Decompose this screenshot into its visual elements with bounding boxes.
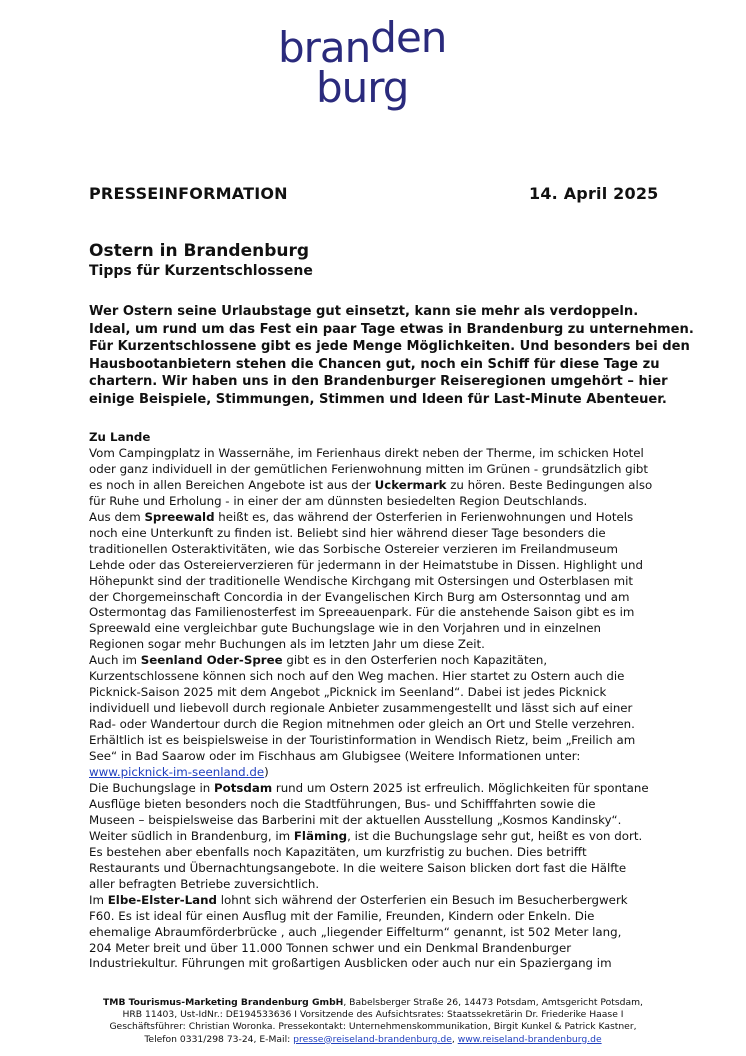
body-line: Ostermontag das Familienosterfest im Spreeauenpark. Für die anstehende Saison gibt es im (89, 605, 635, 620)
body-line: Kurzentschlossene können sich noch auf den Weg machen. Hier startet zu Ostern auch die (89, 669, 625, 684)
body-line: See“ in Bad Saarow oder im Fischhaus am Glubigsee (Weitere Informationen unter: (89, 749, 581, 764)
lead-line: einige Beispiele, Stimmungen, Stimmen und Ideen für Last-Minute Abenteuer. (89, 391, 667, 407)
page-footer (60, 997, 686, 1046)
body-line: Restaurants und Übernachtungsangebote. In die weitere Saison blicken dort fast die Hälfte (89, 860, 627, 875)
body-line: 204 Meter breit und über 11.000 Tonnen schwer und ein Denkmal Brandenburger (89, 940, 572, 955)
lead-line: chartern. Wir haben uns in den Brandenburger Reiseregionen umgehört – hier (89, 374, 668, 390)
page-subtitle: Tipps für Kurzentschlossene (89, 263, 313, 279)
body-line: Industriekultur. Führungen mit großartigen Ausblicken oder auch nur ein Spaziergang im (89, 956, 612, 971)
body-line: ehemalige Abraumförderbrücke , auch „liegender Eiffelturm“ genannt, ist 502 Meter lang, (89, 924, 622, 939)
body-line: Erhältlich ist es beispielsweise in der Touristinformation in Wendisch Rietz, beim „Freilich am (89, 733, 636, 748)
body-line: Rad- oder Wandertour durch die Region mitnehmen oder gleich an Ort und Stelle verzehren. (89, 717, 635, 732)
logo-line-1: branden (278, 13, 447, 72)
body-line: noch eine Unterkunft zu finden ist. Beliebt sind hier während dieser Tage besonders die (89, 525, 606, 540)
body-line: www.picknick-im-seenland.de) (89, 765, 269, 780)
body-line: Auch im Seenland Oder-Spree gibt es in den Osterferien noch Kapazitäten, (89, 653, 548, 668)
body-line: Die Buchungslage in Potsdam rund um Ostern 2025 ist erfreulich. Möglichkeiten für spontane (89, 780, 649, 795)
body-line: Es bestehen aber ebenfalls noch Kapazitäten, um kurzfristig zu buchen. Dies betrifft (89, 844, 587, 859)
footer-line: Telefon 0331/298 73-24, E-Mail: presse@reiseland-brandenburg.de, www.reiseland-brandenburg.de (144, 1033, 602, 1045)
body-line: Spreewald eine vergleichbar gute Buchungslage wie in den Vorjahren und in einzelnen (89, 621, 602, 636)
body-line: Museen – beispielsweise das Barberini mit der aktuellen Ausstellung „Kosmos Kandinsky“. (89, 812, 622, 827)
logo-line-2: burg (316, 63, 409, 112)
footer-line: Geschäftsführer: Christian Woronka. Pressekontakt: Unternehmenskommunikation, Birgit Kunkel & Patrick Kastner, (109, 1021, 637, 1033)
picknick-link[interactable]: www.picknick-im-seenland.de (89, 765, 265, 780)
body-line: für Ruhe und Erholung - in einer der am dünnsten besiedelten Region Deutschlands. (89, 493, 588, 508)
lead-line: Wer Ostern seine Urlaubstage gut einsetzt, kann sie mehr als verdoppeln. (89, 304, 639, 319)
document-type-label: PRESSEINFORMATION (89, 184, 288, 203)
body-line: Aus dem Spreewald heißt es, das während der Osterferien in Ferienwohnungen und Hotels (89, 509, 634, 524)
website-link[interactable]: www.reiseland-brandenburg.de (457, 1033, 602, 1045)
body-line: Ausflüge bieten besonders noch die Stadtführungen, Bus- und Schifffahrten sowie die (89, 796, 596, 811)
body-line: es noch in allen Bereichen Angebote ist aus der Uckermark zu hören. Beste Bedingungen also (89, 477, 653, 492)
press-email-link[interactable]: presse@reiseland-brandenburg.de (293, 1033, 452, 1045)
lead-paragraph (89, 303, 694, 409)
body-line: Höhepunkt sind der traditionelle Wendische Kirchgang mit Ostersingen und Osterblasen mit (89, 573, 633, 588)
footer-line: HRB 11403, Ust-IdNr.: DE194533636 I Vorsitzende des Aufsichtsrates: Staatssekretärin Dr. Friederike Haase I (122, 1009, 624, 1021)
page-title: Ostern in Brandenburg (89, 241, 310, 261)
body-line: traditionellen Osteraktivitäten, wie das Sorbische Ostereier verzieren im Freilandmuseum (89, 541, 619, 556)
body-line: F60. Es ist ideal für einen Ausflug mit der Familie, Freunden, Kindern oder Enkeln. Die (89, 908, 595, 923)
body-line: der Chorgemeinschaft Concordia in der Evangelischen Kirch Burg am Ostersonntag und am (89, 589, 630, 604)
body-line: oder ganz individuell in der gemütlichen Ferienwohnung mitten im Grünen - grundsätzlich gibt (89, 461, 649, 476)
body-line: Vom Campingplatz in Wassernähe, im Ferienhaus direkt neben der Therme, im schicken Hotel (89, 445, 644, 460)
footer-line: TMB Tourismus-Marketing Brandenburg GmbH, Babelsberger Straße 26, 14473 Potsdam, Amtsgericht Potsdam, (103, 997, 643, 1008)
body-line: Lehde oder das Ostereierverzieren für jedermann in der Heimatstube in Dissen. Highlight und (89, 557, 643, 572)
body-line: Regionen sogar mehr Buchungen als im letzten Jahr um diese Zeit. (89, 637, 485, 652)
body-line: aller befragten Betriebe zuversichtlich. (89, 876, 320, 891)
body-text (89, 430, 679, 972)
body-line: Weiter südlich in Brandenburg, im Fläming, ist die Buchungslage sehr gut, heißt es von dort. (89, 828, 643, 843)
lead-line: Hausbootanbietern stehen die Chancen gut, noch ein Schiff für diese Tage zu (89, 356, 660, 372)
brandenburg-logo (278, 13, 468, 112)
document-date: 14. April 2025 (529, 184, 659, 203)
body-line: Im Elbe-Elster-Land lohnt sich während der Osterferien ein Besuch im Besucherbergwerk (89, 892, 628, 907)
section-heading: Zu Lande (89, 430, 151, 444)
lead-line: Ideal, um rund um das Fest ein paar Tage etwas in Brandenburg zu unternehmen. (89, 321, 694, 337)
body-line: individuell und liebevoll durch regionale Anbieter zusammengestellt und lässt sich auf einer (89, 701, 633, 716)
body-line: Picknick-Saison 2025 mit dem Angebot „Picknick im Seenland“. Dabei ist jedes Picknick (89, 685, 607, 700)
lead-line: Für Kurzentschlossene gibt es jede Menge Möglichkeiten. Und besonders bei den (89, 339, 690, 355)
